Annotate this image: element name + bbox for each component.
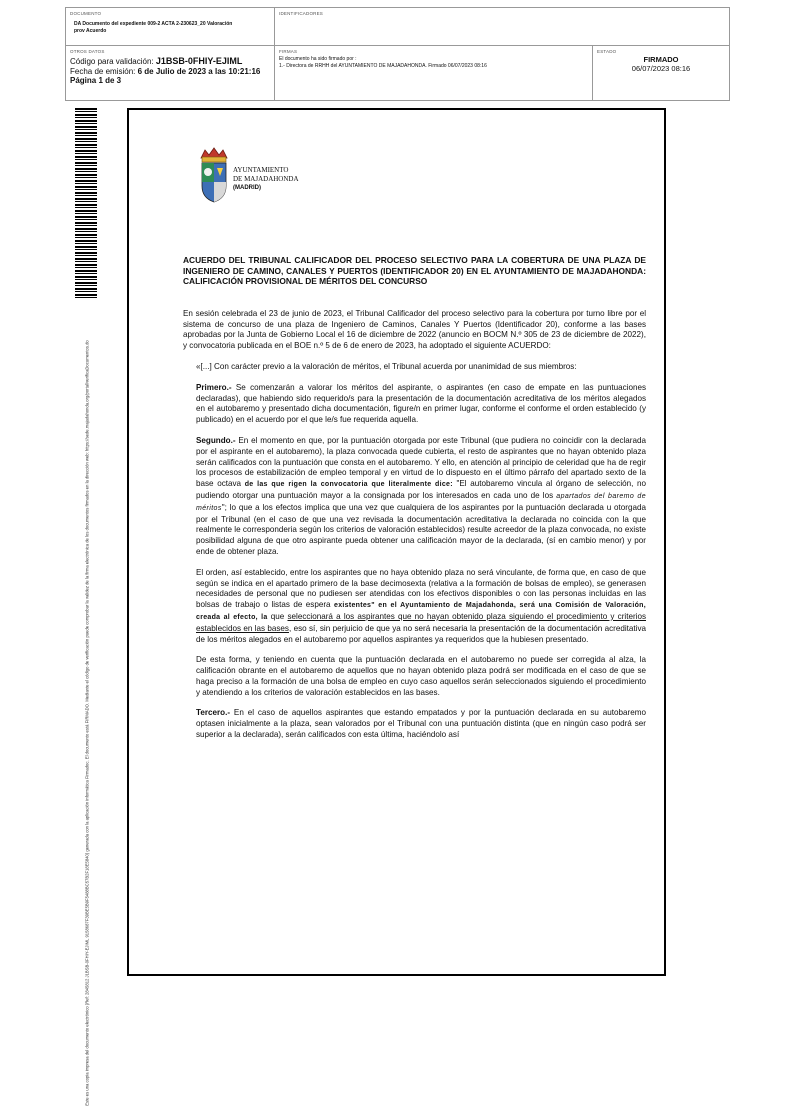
fecha-prefix: Fecha de emisión: (70, 66, 136, 76)
document-header-table (65, 7, 730, 101)
firmas-cell (275, 46, 593, 100)
identificadores-cell (275, 8, 729, 46)
segundo-label: Segundo.- (196, 435, 236, 445)
quote-intro: «[...] Con carácter previo a la valoración de méritos, el Tribunal acuerda por unanimidad de sus miembros: (196, 361, 577, 371)
estado-date: 06/07/2023 08:16 (631, 64, 691, 73)
orden-text-c: que (267, 611, 288, 621)
verification-sidebar (75, 108, 103, 1106)
estado-cell (593, 46, 729, 100)
otros-datos-label: OTROS DATOS (70, 49, 105, 54)
organization-name (233, 166, 299, 193)
fecha-emision (70, 67, 270, 77)
orden-text-a: El orden, así establecido, entre los aspirantes que no haya obtenido plaza no será vinculante, de forma que, en caso de que según se indica en el apartado primero de la base decimosexta (relativa a la formación de bolsas de empleo), se generasen necesidades de personal que no pudiesen ser atendidas con los efectivos disponibles o con las personas incluidas en las bolsas de trabajo o listas de espera (196, 567, 646, 610)
codigo-prefix: Código para validación: (70, 57, 154, 66)
document-page (127, 108, 666, 976)
otros-datos-cell (66, 46, 275, 100)
primero-label: Primero.- (196, 382, 232, 392)
firmas-line2: 1.- Directora de RRHH del AYUNTAMIENTO DE MAJADAHONDA. Firmado 06/07/2023 08:16 (279, 62, 487, 69)
documento-cell (66, 8, 275, 46)
org-line1: AYUNTAMIENTO (233, 166, 289, 174)
segundo-text-d: apartados del baremo de méritos (196, 492, 647, 512)
firmas-line1: El documento ha sido firmado por : (279, 56, 357, 62)
verification-vertical-text: Este es una copia impresa del documento electrónico (Ref: 2845812 J1BSB-0FHIY-EJIML 9158687F39BE5B9F5488BC57B2F18E5840) generada con la aplicación informática Firmadoc. El documento está FIRMADO. Mediante el código de verificación puede comprobar la validez de la firma electrónica de los documentos firmados en la dirección web: https://sede.majadahonda.org/portal/verificaDocumentos.do (84, 340, 90, 1106)
orden-text-e: , eso sí, sin perjuicio de que ya no será necesaria la presentación de la documentación acreditativa de los méritos alegados en el autobaremo por aquellos aspirantes ya requeridos que la hubiesen presentado. (196, 623, 647, 644)
documento-text: DA Documento del expediente 009-2 ACTA 2-230623_20 Valoración prov Acuerdo (74, 21, 233, 34)
orden-text-b: existentes" en el Ayuntamiento de Majadahonda, será una Comisión de Valoración, creada al efecto, la (196, 602, 646, 621)
fecha-value: 6 de Julio de 2023 a las 10:21:16 (137, 66, 261, 76)
documento-label: DOCUMENTO (70, 11, 102, 16)
org-line3: (MADRID) (233, 185, 261, 191)
pagina: Página 1 de 3 (70, 76, 122, 85)
segundo-text-c: "El autobaremo vincula al órgano de selección, no pudiendo otorgar una puntuación mayor a la consignada por los interesados en cada uno de los (196, 479, 647, 500)
identificadores-label: IDENTIFICADORES (279, 11, 324, 16)
orden-text-underlined: seleccionará a los aspirantes que no hayan obtenido plaza siguiendo el procedimiento y criterios establecidos en las bases (196, 611, 646, 633)
segundo-paragraph (196, 436, 646, 558)
estado-label: ESTADO (597, 49, 617, 54)
codigo-validacion (70, 57, 270, 67)
segundo-text-a: En el momento en que, por la puntuación otorgada por este Tribunal (que pudiera no coincidir con la declarada por el aspirante en el autobaremo), la plaza convocada quede cubierta, el resto de aspirantes que no hayan obtenido plaza serán calificados con la puntuación que consta en el autobaremo. Y ello, en atención al principio de celeridad que ha de regir los procesos de estabilización de empleo temporal y en virtud de lo dispuesto en el último párrafo del apartado sexto de la base octava (196, 435, 646, 489)
document-content (183, 255, 646, 751)
segundo-text-b: de las que rigen la convocatoria que literalmente dice: (244, 481, 453, 489)
tercero-text: En el caso de aquellos aspirantes que estando empatados y por la puntuación declarada en su autobaremo optasen inicialmente a la plaza, sean valorados por el Tribunal con una puntuación distinta (que en ningún caso podrá ser superior a la declarada), serán calificados con esta última, haciéndolo así (196, 708, 646, 740)
tercero-label: Tercero.- (196, 708, 231, 718)
tercero-paragraph (196, 708, 646, 740)
deesta-paragraph: De esta forma, y teniendo en cuenta que la puntuación declarada en el autobaremo no puede ser corregida al alza, la calificación obrante en el autobaremo de aquellos que no hayan obtenido plaza podrá ser modificada en el caso de que se haga preciso a la formación de una bolsa de empleo en cuyo caso aquellos serán seleccionados siguiendo el procedimiento y atendiendo a los criterios de valoración establecidos en las bases. (196, 655, 646, 697)
intro-paragraph: En sesión celebrada el 23 de junio de 2023, el Tribunal Calificador del proceso selectivo para la cobertura por turno libre por el sistema de concurso de una plaza de Ingeniero de Caminos, Canales Y Puertos (Identificador 20), conforme a las bases aprobadas por la Junta de Gobierno Local el 16 de diciembre de 2022 (anuncio en BOCM N.º 305 de 23 de diciembre de 2022), y convocatoria publicada en el BOE n.º 5 de 6 de enero de 2023, ha adoptado el siguiente ACUERDO: (183, 308, 646, 351)
orden-paragraph (196, 568, 646, 646)
primero-paragraph (196, 383, 646, 426)
estado-value: FIRMADO (643, 55, 679, 64)
quoted-agreement (183, 362, 646, 741)
segundo-text-e: "; lo que a los efectos implica que una vez que cualquiera de los aspirantes por la puntuación declarada u otorgada por el Tribunal (en el caso de que una vez revisada la documentación acreditativa la declarada no coincida con la que realmente le corresponderia según los criterios de valoración establecidos) resulte acreedor de la plaza convocada, no existe posibilidad alguna de que otro aspirante pueda obtener una calificación mayor de la declarada, (sí en cambio menor) y por ende de obtener plaza. (196, 502, 646, 556)
org-line2: DE MAJADAHONDA (233, 174, 299, 183)
codigo-value: J1BSB-0FHIY-EJIML (155, 56, 243, 66)
primero-text: Se comenzarán a valorar los méritos del aspirante, o aspirantes (en caso de empate en las puntuaciones declaradas), que habiendo sido requerido/s para la presentación de la documentación acreditativa de los méritos alegados en el autobaremo y presentado dicha documentación, figure/n en primer lugar, conforme el conforme el orden establecido (y publicado) en el acuerdo por el que le/s fue requerida aquella. (196, 382, 646, 425)
firmas-label: FIRMAS (279, 49, 298, 54)
document-title: ACUERDO DEL TRIBUNAL CALIFICADOR DEL PROCESO SELECTIVO PARA LA COBERTURA DE UNA PLAZA DE INGENIERO DE CAMINO, CANALES Y PUERTOS (IDENTIFICADOR 20) EN EL AYUNTAMIENTO DE MAJADAHONDA: CALIFICACIÓN PROVISIONAL DE MÉRITOS DEL CONCURSO (183, 255, 646, 287)
coat-of-arms-logo (197, 146, 231, 204)
